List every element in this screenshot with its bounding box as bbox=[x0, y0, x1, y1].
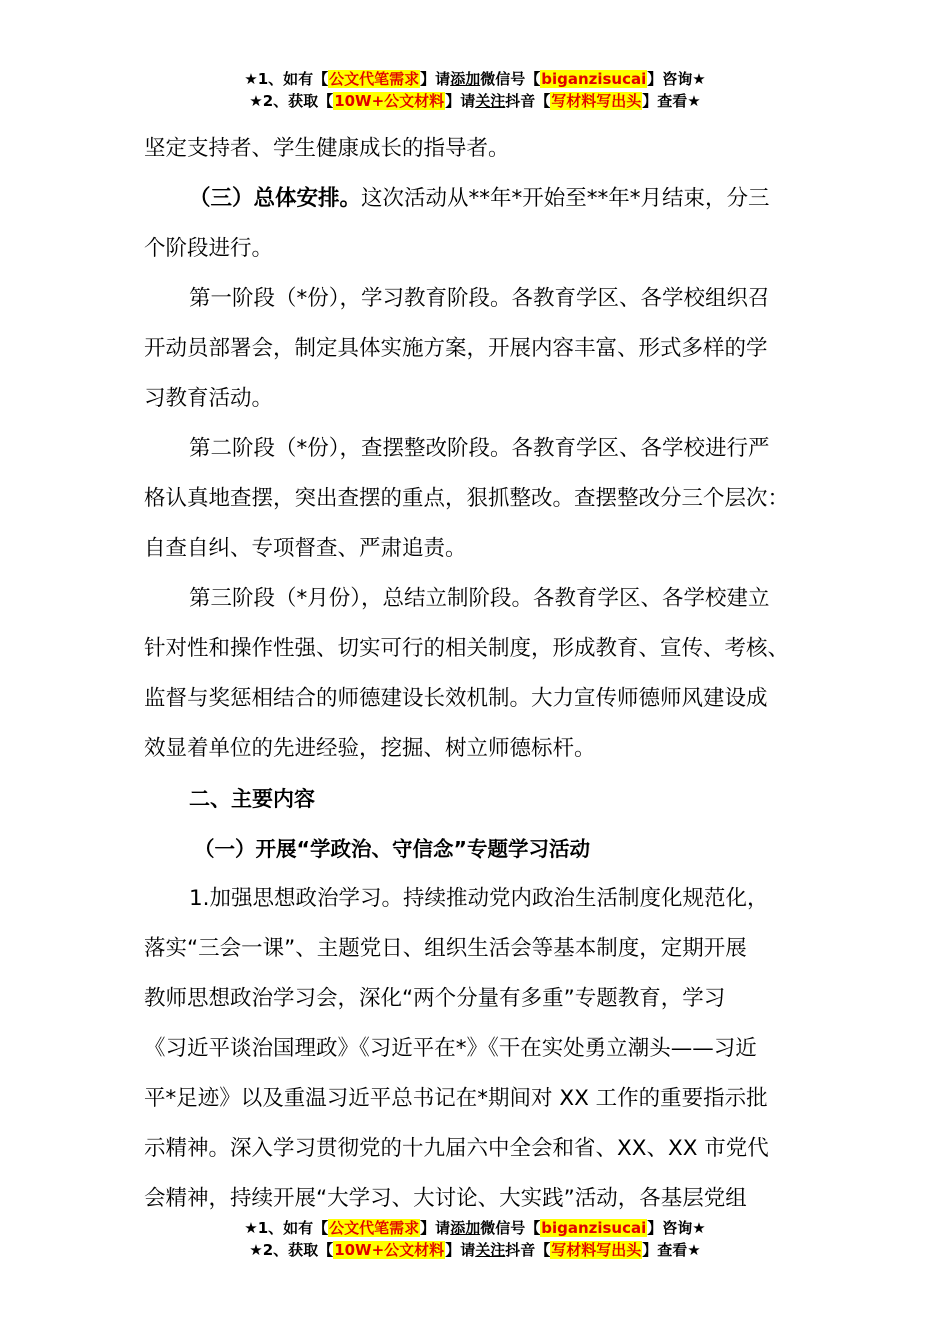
banner-text: ★2、获取【 bbox=[249, 1241, 334, 1259]
banner-underline: 添加 bbox=[450, 70, 481, 88]
banner-highlight: 公文代笔需求 bbox=[329, 1219, 420, 1237]
banner-highlight: biganzisucai bbox=[541, 70, 647, 88]
section-heading: （三）总体安排。 bbox=[189, 186, 362, 211]
text-line: 落实“三会一课”、主题党日、组织生活会等基本制度，定期开展 bbox=[144, 936, 747, 961]
banner-text: 微信号【 bbox=[480, 70, 541, 88]
banner-underline: 关注 bbox=[475, 92, 506, 110]
header-banner bbox=[0, 68, 950, 112]
banner-text: ★1、如有【 bbox=[244, 70, 329, 88]
banner-text: 抖音【 bbox=[505, 1241, 551, 1259]
banner-text: 】请 bbox=[420, 1219, 451, 1237]
text-line: 1.加强思想政治学习。持续推动党内政治生活制度化规范化， bbox=[189, 886, 769, 911]
banner-text: 】咨询★ bbox=[647, 1219, 706, 1237]
heading-main-content: 二、主要内容 bbox=[189, 787, 315, 811]
text-line: 格认真地查摆，突出查摆的重点，狠抓整改。查摆整改分三个层次： bbox=[144, 486, 790, 511]
heading-subsection: （一）开展“学政治、守信念”专题学习活动 bbox=[194, 837, 590, 861]
text-line: 个阶段进行。 bbox=[144, 236, 274, 261]
banner-highlight: 写材料写出头 bbox=[551, 1241, 642, 1259]
text-line: 教师思想政治学习会，深化“两个分量有多重”专题教育，学习 bbox=[144, 986, 726, 1011]
section-arrangement bbox=[144, 174, 829, 224]
text-line: 第三阶段（*月份），总结立制阶段。各教育学区、各学校建立 bbox=[189, 586, 770, 611]
banner-text: 】查看★ bbox=[642, 92, 701, 110]
banner-line-2 bbox=[0, 90, 950, 112]
text-line: 会精神，持续开展“大学习、大讨论、大实践”活动，各基层党组 bbox=[144, 1186, 747, 1211]
text-line: 监督与奖惩相结合的师德建设长效机制。大力宣传师德师风建设成 bbox=[144, 686, 768, 711]
banner-text: 抖音【 bbox=[505, 92, 551, 110]
text-line: 《习近平谈治国理政》《习近平在*》《干在实处勇立潮头——习近 bbox=[144, 1036, 757, 1061]
text-line: 自查自纠、专项督查、严肃追责。 bbox=[144, 536, 467, 561]
text-line: 第二阶段（*份），查摆整改阶段。各教育学区、各学校进行严 bbox=[189, 436, 770, 461]
footer-banner bbox=[0, 1217, 950, 1261]
text-line: 习教育活动。 bbox=[144, 386, 274, 411]
banner-text: ★2、获取【 bbox=[249, 92, 334, 110]
banner-text: 】请 bbox=[445, 1241, 476, 1259]
banner-text: ★1、如有【 bbox=[244, 1219, 329, 1237]
text-line: 开动员部署会，制定具体实施方案，开展内容丰富、形式多样的学 bbox=[144, 336, 768, 361]
banner-underline: 关注 bbox=[475, 1241, 506, 1259]
banner-highlight: biganzisucai bbox=[541, 1219, 647, 1237]
text-line: 效显着单位的先进经验，挖掘、树立师德标杆。 bbox=[144, 736, 596, 761]
banner-highlight: 公文代笔需求 bbox=[329, 70, 420, 88]
banner-text: 微信号【 bbox=[480, 1219, 541, 1237]
banner-text: 】请 bbox=[445, 92, 476, 110]
banner-text: 】咨询★ bbox=[647, 70, 706, 88]
banner-line-1 bbox=[0, 1217, 950, 1239]
text-line: 平*足迹》以及重温习近平总书记在*期间对 XX 工作的重要指示批 bbox=[144, 1086, 768, 1111]
text-line: 坚定支持者、学生健康成长的指导者。 bbox=[144, 136, 510, 161]
banner-highlight: 写材料写出头 bbox=[551, 92, 642, 110]
banner-text: 】查看★ bbox=[642, 1241, 701, 1259]
text-line: 针对性和操作性强、切实可行的相关制度，形成教育、宣传、考核、 bbox=[144, 636, 790, 661]
banner-text: 】请 bbox=[420, 70, 451, 88]
text-line: 第一阶段（*份），学习教育阶段。各教育学区、各学校组织召 bbox=[189, 286, 770, 311]
document-body bbox=[144, 124, 829, 1224]
banner-highlight: 10W+公文材料 bbox=[334, 92, 445, 110]
banner-underline: 添加 bbox=[450, 1219, 481, 1237]
banner-line-2 bbox=[0, 1239, 950, 1261]
banner-highlight: 10W+公文材料 bbox=[334, 1241, 445, 1259]
text-span: 这次活动从**年*开始至**年*月结束，分三 bbox=[361, 186, 770, 211]
text-line: 示精神。深入学习贯彻党的十九届六中全会和省、XX、XX 市党代 bbox=[144, 1136, 769, 1161]
banner-line-1 bbox=[0, 68, 950, 90]
